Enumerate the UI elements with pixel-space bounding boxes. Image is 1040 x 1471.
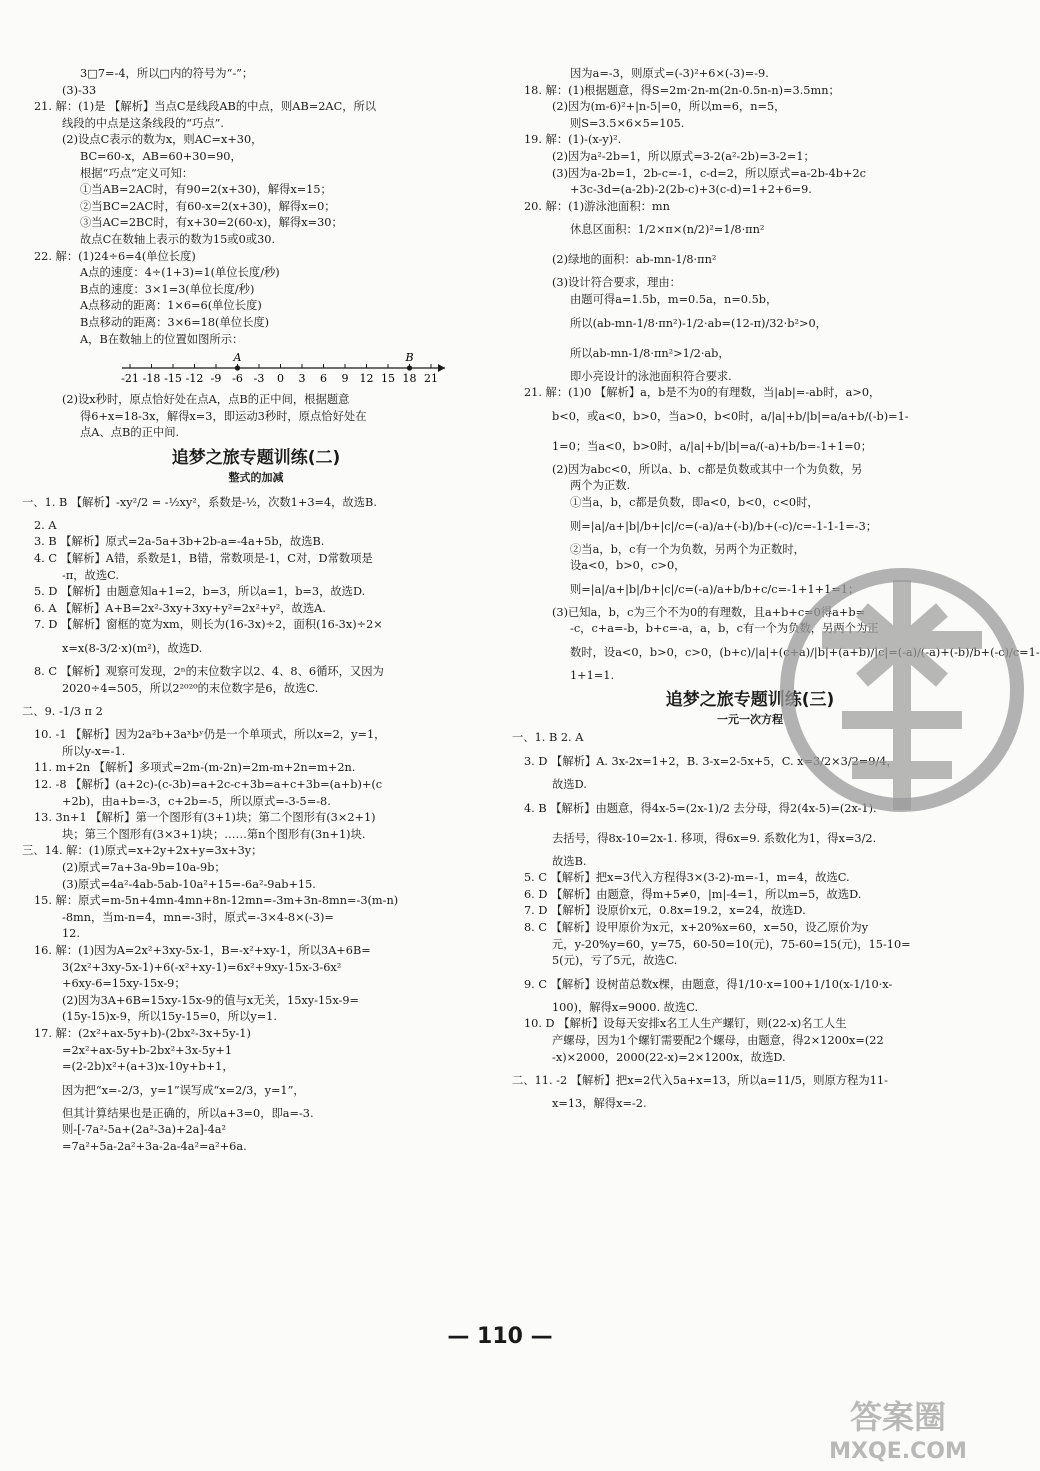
text-line: 4. B 【解析】由题意，得4x-5=(2x-1)/2 去分母，得2(4x-5)=(2x-1). bbox=[524, 801, 877, 815]
axis-tick-label: 15 bbox=[381, 372, 395, 386]
text-line: 4. C 【解析】A错，系数是1，B错，常数项是-1，C对，D常数项是 bbox=[34, 552, 373, 566]
text-line: 2020÷4=505，所以2²⁰²⁰的末位数字是6，故选C. bbox=[62, 681, 319, 695]
text-line: 21. 解：(1)是 【解析】当点C是线段AB的中点，则AB=2AC，所以 bbox=[34, 100, 377, 114]
text-line: A点的速度：4÷(1+3)=1(单位长度/秒) bbox=[80, 266, 280, 280]
point-a-label: A bbox=[233, 351, 242, 365]
text-line: x=13，解得x=-2. bbox=[552, 1097, 647, 1111]
text-line: 1=0；当a<0，b>0时，a/|a|+b/|b|=a/(-a)+b/b=-1+1=0； bbox=[552, 439, 873, 453]
axis-tick-label: 6 bbox=[320, 372, 327, 386]
text-line: 18. 解：(1)根据题意，得S=2m·2n-m(2n-0.5n-n)=3.5mn； bbox=[524, 83, 840, 97]
text-line: 则=|a|/a+|b|/b+|c|/c=(-a)/a+(-b)/b+(-c)/c=-1-1-1=-3； bbox=[570, 519, 878, 533]
text-line: 2. A bbox=[34, 518, 57, 532]
text-line: 6. D 【解析】由题意，得m+5≠0，|m|-4=1，所以m=5，故选D. bbox=[524, 887, 862, 901]
text-line: +3c-3d=(a-2b)-2(2b-c)+3(c-d)=1+2+6=9. bbox=[570, 183, 812, 197]
text-line: 由题可得a=1.5b，m=0.5a，n=0.5b， bbox=[570, 292, 778, 306]
text-line: (3)设计符合要求，理由： bbox=[552, 276, 681, 290]
text-line: (2)因为abc<0，所以a、b、c都是负数或其中一个为负数，另 bbox=[552, 462, 863, 476]
svg-text:MXQE.COM: MXQE.COM bbox=[829, 1439, 967, 1464]
text-line: 块；第三个图形有(3×3+1)块；……第n个图形有(3n+1)块. bbox=[62, 827, 366, 841]
point-a-point bbox=[235, 365, 240, 370]
axis-tick-label: 3 bbox=[298, 372, 306, 386]
text-line: 3. B 【解析】原式=2a-5a+3b+2b-a=-4a+5b，故选B. bbox=[34, 535, 325, 549]
left-column bbox=[22, 66, 490, 1155]
section-subtitle-3: 一元一次方程 bbox=[717, 713, 783, 727]
right-lines bbox=[512, 66, 1040, 684]
text-line: 11. m+2n 【解析】多项式=2m-(m-2n)=2m-m+2n=m+2n. bbox=[34, 761, 356, 775]
text-line: 7. D 【解析】设原价x元，0.8x=19.2，x=24，故选D. bbox=[524, 904, 806, 918]
text-line: 即小亮设计的泳池面积符合要求. bbox=[570, 369, 732, 383]
axis-tick-label: -9 bbox=[210, 372, 222, 386]
text-line: 二、11. -2 【解析】把x=2代入5a+x=13，所以a=11/5，则原方程为11- bbox=[512, 1074, 888, 1088]
text-line: 5. D 【解析】由题意知a+1=2，b=3，所以a=1，b=3，故选D. bbox=[34, 585, 366, 599]
axis-tick-label: -21 bbox=[121, 372, 139, 386]
text-line: (3)因为a-2b=1，2b-c=-1，c-d=2，所以原式=a-2b-4b+2c bbox=[552, 166, 867, 180]
text-line: 设a<0，b>0，c>0， bbox=[570, 559, 686, 573]
text-line: 线段的中点是这条线段的“巧点”. bbox=[62, 116, 225, 130]
text-line: 13. 3n+1 【解析】第一个图形有(3+1)块；第二个图形有(3×2+1) bbox=[34, 811, 376, 825]
text-line: A点移动的距离：1×6=6(单位长度) bbox=[80, 299, 262, 313]
axis-tick-label: -3 bbox=[253, 372, 265, 386]
axis-tick-label: 12 bbox=[359, 372, 374, 386]
text-line: 一、1. B 【解析】-xy²/2 = -½xy²，系数是-½，次数1+3=4，故选B. bbox=[22, 495, 377, 509]
text-line: 所以y-x=-1. bbox=[62, 744, 126, 758]
text-line: (2)因为a²-2b=1，所以原式=3-2(a²-2b)=3-2=1； bbox=[552, 149, 815, 163]
point-b-label: B bbox=[405, 351, 414, 365]
text-line: 15. 解：原式=m-5n+4mn-4mn+8n-12mn=-3m+3n-8mn=-3(m-n) bbox=[34, 894, 399, 908]
text-line: 因为a=-3，则原式=(-3)²+6×(-3)=-9. bbox=[570, 67, 769, 80]
text-line: ②当BC=2AC时，有60-x=2(x+30)，解得x=0； bbox=[80, 199, 336, 213]
text-line: 两个为正数. bbox=[570, 479, 631, 493]
text-line: 5(元)，亏了5元，故选C. bbox=[552, 954, 678, 968]
text-line: +2b)，由a+b=-3，c+2b=-5，所以原式=-3-5=-8. bbox=[62, 794, 331, 808]
text-line: -8mn，当m-n=4，mn=-3时，原式=-3×4-8×(-3)= bbox=[62, 910, 334, 924]
text-line: 休息区面积：1/2×π×(n/2)²=1/8·πn² bbox=[570, 223, 765, 237]
text-line: 16. 解：(1)因为A=2x²+3xy-5x-1，B=-x²+xy-1，所以3A+6B= bbox=[34, 943, 371, 957]
text-line: =(2-2b)x²+(a+3)x-10y+b+1， bbox=[62, 1060, 234, 1074]
text-line: +6xy-6=15xy-15x-9； bbox=[62, 977, 186, 991]
text-line: 产螺母，因为1个螺钉需要配2个螺母，由题意，得2×1200x=(22 bbox=[552, 1034, 884, 1047]
text-line: 因为把“x=-2/3，y=1”误写成“x=2/3，y=1”， bbox=[62, 1083, 305, 1097]
right-column bbox=[512, 66, 1040, 1113]
axis-tick-label: 0 bbox=[277, 372, 284, 386]
point-b-point bbox=[407, 365, 412, 370]
right-lines-2 bbox=[512, 730, 988, 1112]
text-line: b<0，或a<0，b>0，当a>0，b<0时，a/|a|+b/|b|=a/a+b/(-b)=1- bbox=[552, 409, 909, 423]
text-line: 故选B. bbox=[552, 854, 587, 868]
number-line bbox=[122, 348, 452, 392]
left-lines-after bbox=[22, 392, 490, 442]
text-line: 3. D 【解析】A. 3x-2x=1+2，B. 3-x=2-5x+5，C. x=3/2×3/2=9/4， bbox=[524, 755, 898, 769]
text-line: ②当a，b，c有一个为负数，另两个为正数时， bbox=[570, 542, 805, 556]
text-line: 一、1. B 2. A bbox=[512, 731, 584, 745]
text-line: ①当AB=2AC时，有90=2(x+30)，解得x=15； bbox=[80, 183, 332, 197]
text-line: 20. 解：(1)游泳池面积：mn bbox=[524, 199, 670, 213]
text-line: (2)设x秒时，原点恰好处在点A，点B的正中间，根据题意 bbox=[62, 393, 350, 407]
text-line: (2)绿地的面积：ab-mn-1/8·πn² bbox=[552, 253, 717, 267]
text-line: 数时，设a<0，b>0，c>0，(b+c)/|a|+(c+a)/|b|+(a+b)/|c|=(-a)/(-a)+(-b)/b+(-c)/c=1- bbox=[570, 645, 1040, 659]
text-line: (2)因为(m-6)²+|n-5|=0，所以m=6，n=5， bbox=[552, 100, 786, 114]
page-number: — 110 — bbox=[447, 1324, 553, 1349]
text-line: 22. 解：(1)24÷6=4(单位长度) bbox=[34, 249, 196, 263]
text-line: 10. -1 【解析】因为2a²b+3aˣbʸ仍是一个单项式，所以x=2，y=1， bbox=[34, 728, 386, 742]
text-line: 7. D 【解析】窗框的宽为xm，则长为(16-3x)÷2，面积(16-3x)÷2× bbox=[34, 618, 383, 632]
text-line: 根据“巧点”定义可知： bbox=[80, 166, 194, 180]
axis-tick-label: -18 bbox=[142, 372, 161, 386]
text-line: 8. C 【解析】设甲原价为x元，x+20%x=60，x=50，设乙原价为y bbox=[524, 921, 869, 935]
text-line: (2)原式=7a+3a-9b=10a-9b； bbox=[62, 860, 226, 874]
text-line: -π，故选C. bbox=[62, 568, 119, 582]
text-line: (3)-33 bbox=[62, 83, 97, 97]
text-line: 5. C 【解析】把x=3代入方程得3×(3-2)-m=-1，m=4，故选C. bbox=[524, 871, 850, 885]
axis-arrow bbox=[438, 364, 445, 372]
text-line: 12. -8 【解析】(a+2c)-(c-3b)=a+2c-c+3b=a+c+3b=(a+b)+(c bbox=[34, 778, 383, 791]
text-line: 17. 解：(2x²+ax-5y+b)-(2bx²-3x+5y-1) bbox=[34, 1026, 251, 1040]
axis-tick-label: 18 bbox=[402, 372, 417, 386]
watermark-logo bbox=[800, 1392, 996, 1466]
text-line: 10. D 【解析】设每天安排x名工人生产螺钉，则(22-x)名工人生 bbox=[524, 1017, 847, 1031]
text-line: 3(2x²+3xy-5x-1)+6(-x²+xy-1)=6x²+9xy-15x-3-6x² bbox=[62, 960, 342, 974]
text-line: 100)，解得x=9000. 故选C. bbox=[552, 1000, 699, 1014]
text-line: ③当AC=2BC时，有x+30=2(60-x)，解得x=30； bbox=[80, 216, 343, 230]
text-line: x=x(8-3/2·x)(m²)，故选D. bbox=[62, 642, 203, 656]
text-line: 9. C 【解析】设树苗总数x棵，由题意，得1/10·x=100+1/10(x-1/10·x- bbox=[524, 977, 893, 991]
text-line: 6. A 【解析】A+B=2x²-3xy+3xy+y²=2x²+y²，故选A. bbox=[34, 601, 326, 615]
section-title-2: 追梦之旅专题训练(二) bbox=[171, 447, 341, 468]
left-lines bbox=[22, 66, 490, 348]
text-line: B点移动的距离：3×6=18(单位长度) bbox=[80, 315, 270, 329]
text-line: 所以(ab-mn-1/8·πn²)-1/2·ab=(12-π)/32·b²>0， bbox=[570, 316, 827, 330]
text-line: -c，c+a=-b，b+c=-a，a，b，c有一个为负数，另两个为正 bbox=[570, 622, 879, 636]
text-line: 所以ab-mn-1/8·πn²>1/2·ab， bbox=[570, 346, 730, 360]
axis-tick-label: -6 bbox=[232, 372, 243, 386]
text-line: 则S=3.5×6×5=105. bbox=[570, 116, 685, 130]
text-line: 故选D. bbox=[552, 778, 587, 792]
text-line: 故点C在数轴上表示的数为15或0或30. bbox=[80, 232, 276, 246]
text-line: ①当a，b，c都是负数，即a<0，b<0，c<0时， bbox=[570, 495, 819, 509]
text-line: =7a²+5a-2a²+3a-2a-4a²=a²+6a. bbox=[62, 1139, 247, 1153]
axis-tick-label: 21 bbox=[424, 372, 438, 386]
text-line: 8. C 【解析】观察可发现，2ⁿ的末位数字以2、4、8、6循环，又因为 bbox=[34, 665, 384, 679]
axis-tick-label: -12 bbox=[185, 372, 204, 386]
axis-tick-label: -15 bbox=[164, 372, 182, 386]
text-line: 去括号，得8x-10=2x-1. 移项，得6x=9. 系数化为1，得x=3/2. bbox=[552, 831, 877, 845]
text-line: =2x²+ax-5y+b-2bx²+3x-5y+1 bbox=[62, 1043, 233, 1057]
number-line-figure bbox=[22, 348, 490, 392]
text-line: 得6+x=18-3x，解得x=3，即运动3秒时，原点恰好处在 bbox=[80, 409, 367, 423]
section-title-3: 追梦之旅专题训练(三) bbox=[665, 690, 835, 711]
text-line: -x)×2000，2000(22-x)=2×1200x，故选D. bbox=[552, 1050, 786, 1064]
text-line: 则=|a|/a+|b|/b+|c|/c=(-a)/a+b/b+c/c=-1+1+1=1； bbox=[570, 582, 860, 596]
section-subtitle-2: 整式的加减 bbox=[228, 470, 284, 484]
text-line: (15y-15)x-9，所以15y-15=0，所以y=1. bbox=[62, 1010, 277, 1024]
text-line: B点的速度：3×1=3(单位长度/秒) bbox=[80, 282, 255, 296]
text-line: (2)因为3A+6B=15xy-15x-9的值与x无关，15xy-15x-9= bbox=[62, 993, 359, 1007]
text-line: BC=60-x，AB=60+30=90， bbox=[80, 149, 242, 163]
text-line: 点A、点B的正中间. bbox=[80, 426, 180, 440]
text-line: 三、14. 解：(1)原式=x+2y+2x+y=3x+3y； bbox=[22, 844, 263, 858]
svg-text:答案圈: 答案圈 bbox=[849, 1398, 947, 1436]
left-lines-2 bbox=[22, 488, 490, 1156]
text-line: (3)原式=4a²-4ab-5ab-10a²+15=-6a²-9ab+15. bbox=[62, 877, 316, 891]
text-line: A，B在数轴上的位置如图所示： bbox=[80, 332, 244, 346]
text-line: 19. 解：(1)-(x-y)². bbox=[524, 133, 622, 147]
text-line: 但其计算结果也是正确的，所以a+3=0，即a=-3. bbox=[62, 1106, 314, 1120]
text-line: 3□7=-4，所以□内的符号为“-”； bbox=[80, 67, 254, 80]
axis-tick-label: 9 bbox=[341, 372, 349, 386]
text-line: 21. 解：(1)0 【解析】a，b是不为0的有理数，当|ab|=-ab时，a>0， bbox=[524, 386, 881, 400]
text-line: 二、9. -1/3 π 2 bbox=[22, 705, 103, 719]
text-line: 则-[-7a²-5a+(2a²-3a)+2a]-4a² bbox=[62, 1123, 227, 1137]
text-line: 元，y-20%y=60，y=75，60-50=10(元)，75-60=15(元)，15-10= bbox=[552, 937, 911, 951]
text-line: 12. bbox=[62, 927, 80, 941]
text-line: (2)设点C表示的数为x，则AC=x+30， bbox=[62, 133, 263, 147]
text-line: 1+1=1. bbox=[570, 668, 615, 682]
text-line: (3)已知a，b，c为三个不为0的有理数，且a+b+c=0得a+b= bbox=[552, 605, 866, 619]
